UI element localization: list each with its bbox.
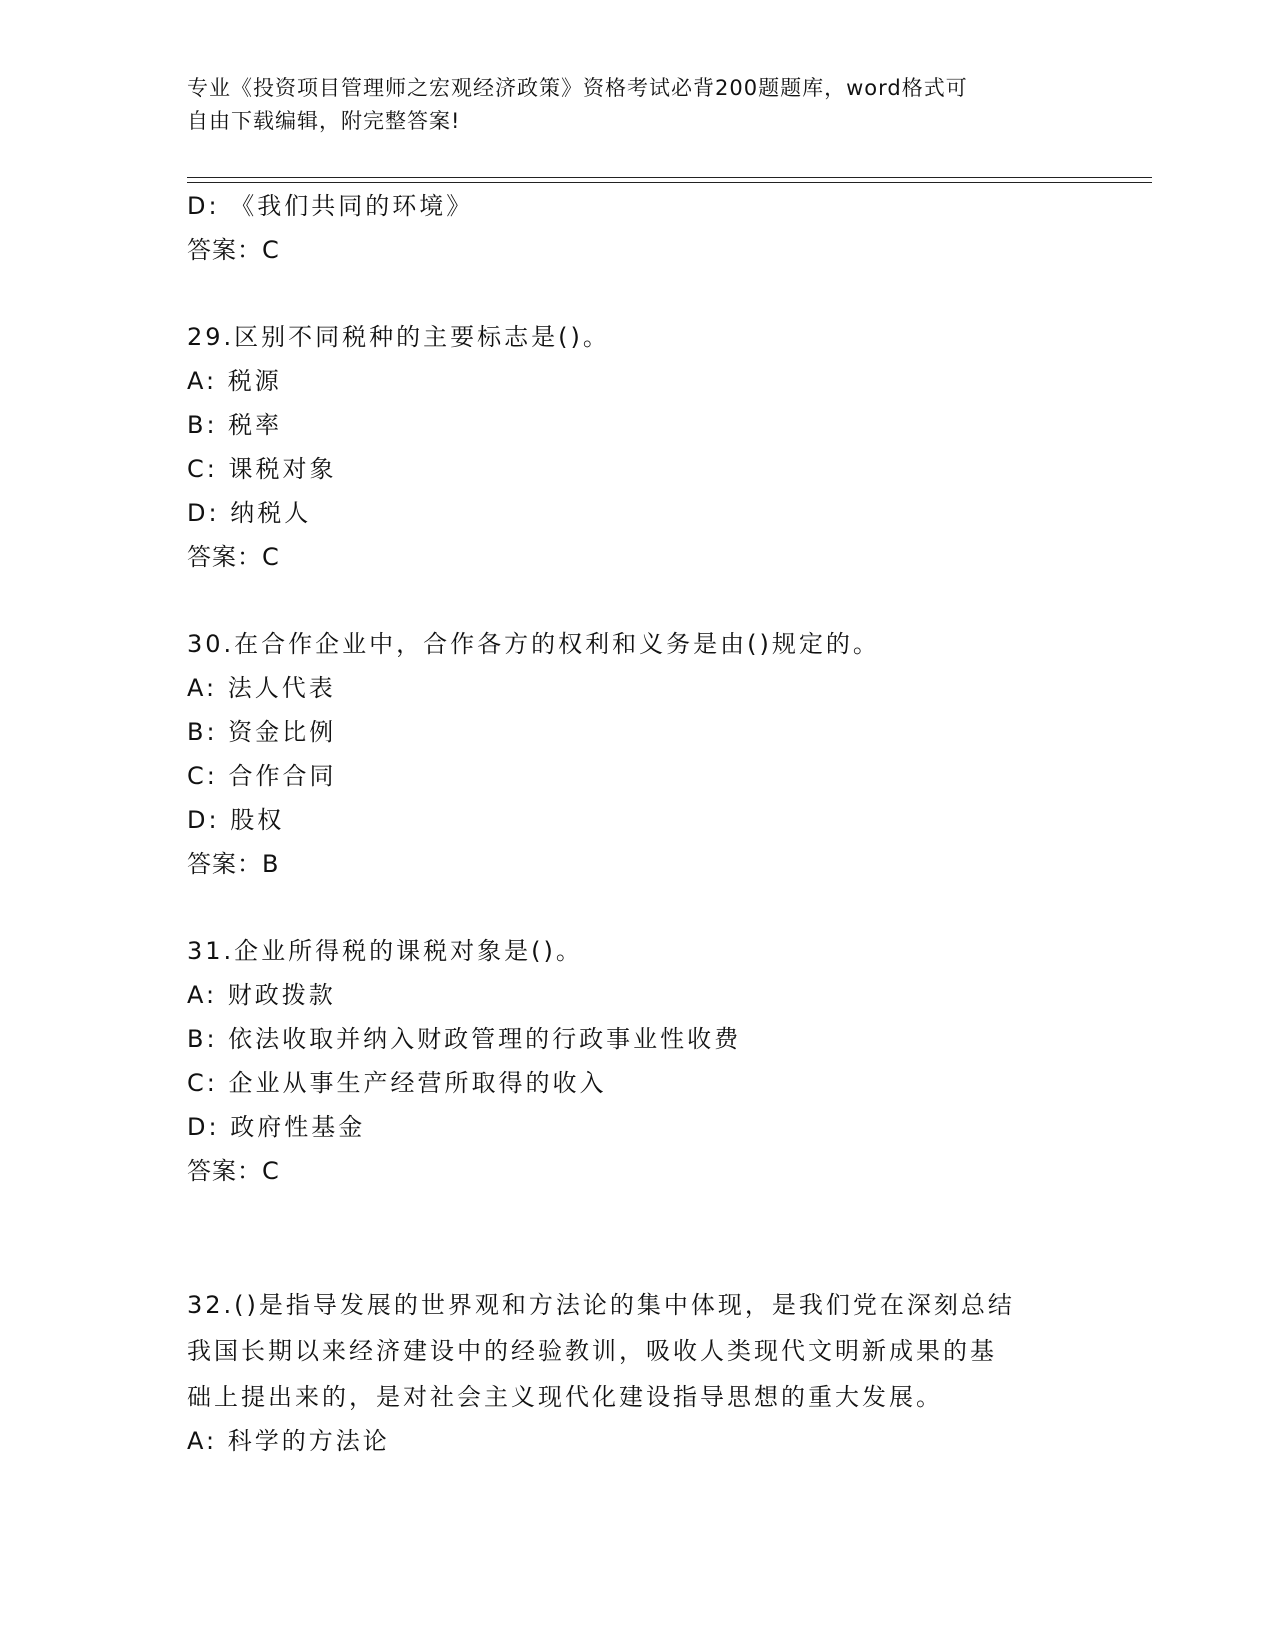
header-line-1: 专业《投资项目管理师之宏观经济政策》资格考试必背200题题库，word格式可 <box>187 76 968 100</box>
question-32-stem-line-3: 础上提出来的，是对社会主义现代化建设指导思想的重大发展。 <box>187 1383 943 1411</box>
question-31-option-a: A: 财政拨款 <box>187 981 336 1009</box>
question-29-option-d: D: 纳税人 <box>187 499 312 527</box>
question-29-option-b: B: 税率 <box>187 411 283 439</box>
question-30-option-d: D: 股权 <box>187 806 285 834</box>
question-29-option-a: A: 税源 <box>187 367 282 395</box>
question-31-option-b: B: 依法收取并纳入财政管理的行政事业性收费 <box>187 1025 742 1053</box>
question-30-stem: 30.在合作企业中，合作各方的权利和义务是由()规定的。 <box>187 630 880 658</box>
question-30-option-a: A: 法人代表 <box>187 674 336 702</box>
prev-answer: 答案：C <box>187 236 280 264</box>
document-header <box>187 72 1087 138</box>
question-32-option-a: A: 科学的方法论 <box>187 1427 390 1455</box>
question-31-option-c: C: 企业从事生产经营所取得的收入 <box>187 1069 607 1097</box>
question-31-stem: 31.企业所得税的课税对象是()。 <box>187 937 583 965</box>
question-31-option-d: D: 政府性基金 <box>187 1113 366 1141</box>
question-29-option-c: C: 课税对象 <box>187 455 337 483</box>
question-29-answer: 答案：C <box>187 543 280 571</box>
question-30-option-b: B: 资金比例 <box>187 718 337 746</box>
header-line-2: 自由下载编辑，附完整答案! <box>187 109 461 133</box>
prev-option-d: D: 《我们共同的环境》 <box>187 192 474 220</box>
question-29-stem: 29.区别不同税种的主要标志是()。 <box>187 323 610 351</box>
question-30-answer: 答案：B <box>187 850 280 878</box>
header-divider-top <box>187 177 1152 178</box>
question-32-stem-line-2: 我国长期以来经济建设中的经验教训，吸收人类现代文明新成果的基 <box>187 1337 997 1365</box>
question-30-option-c: C: 合作合同 <box>187 762 337 790</box>
question-32-stem-line-1: 32.()是指导发展的世界观和方法论的集中体现，是我们党在深刻总结 <box>187 1291 1015 1319</box>
question-32-stem <box>187 1282 1087 1420</box>
question-31-answer: 答案：C <box>187 1157 280 1185</box>
